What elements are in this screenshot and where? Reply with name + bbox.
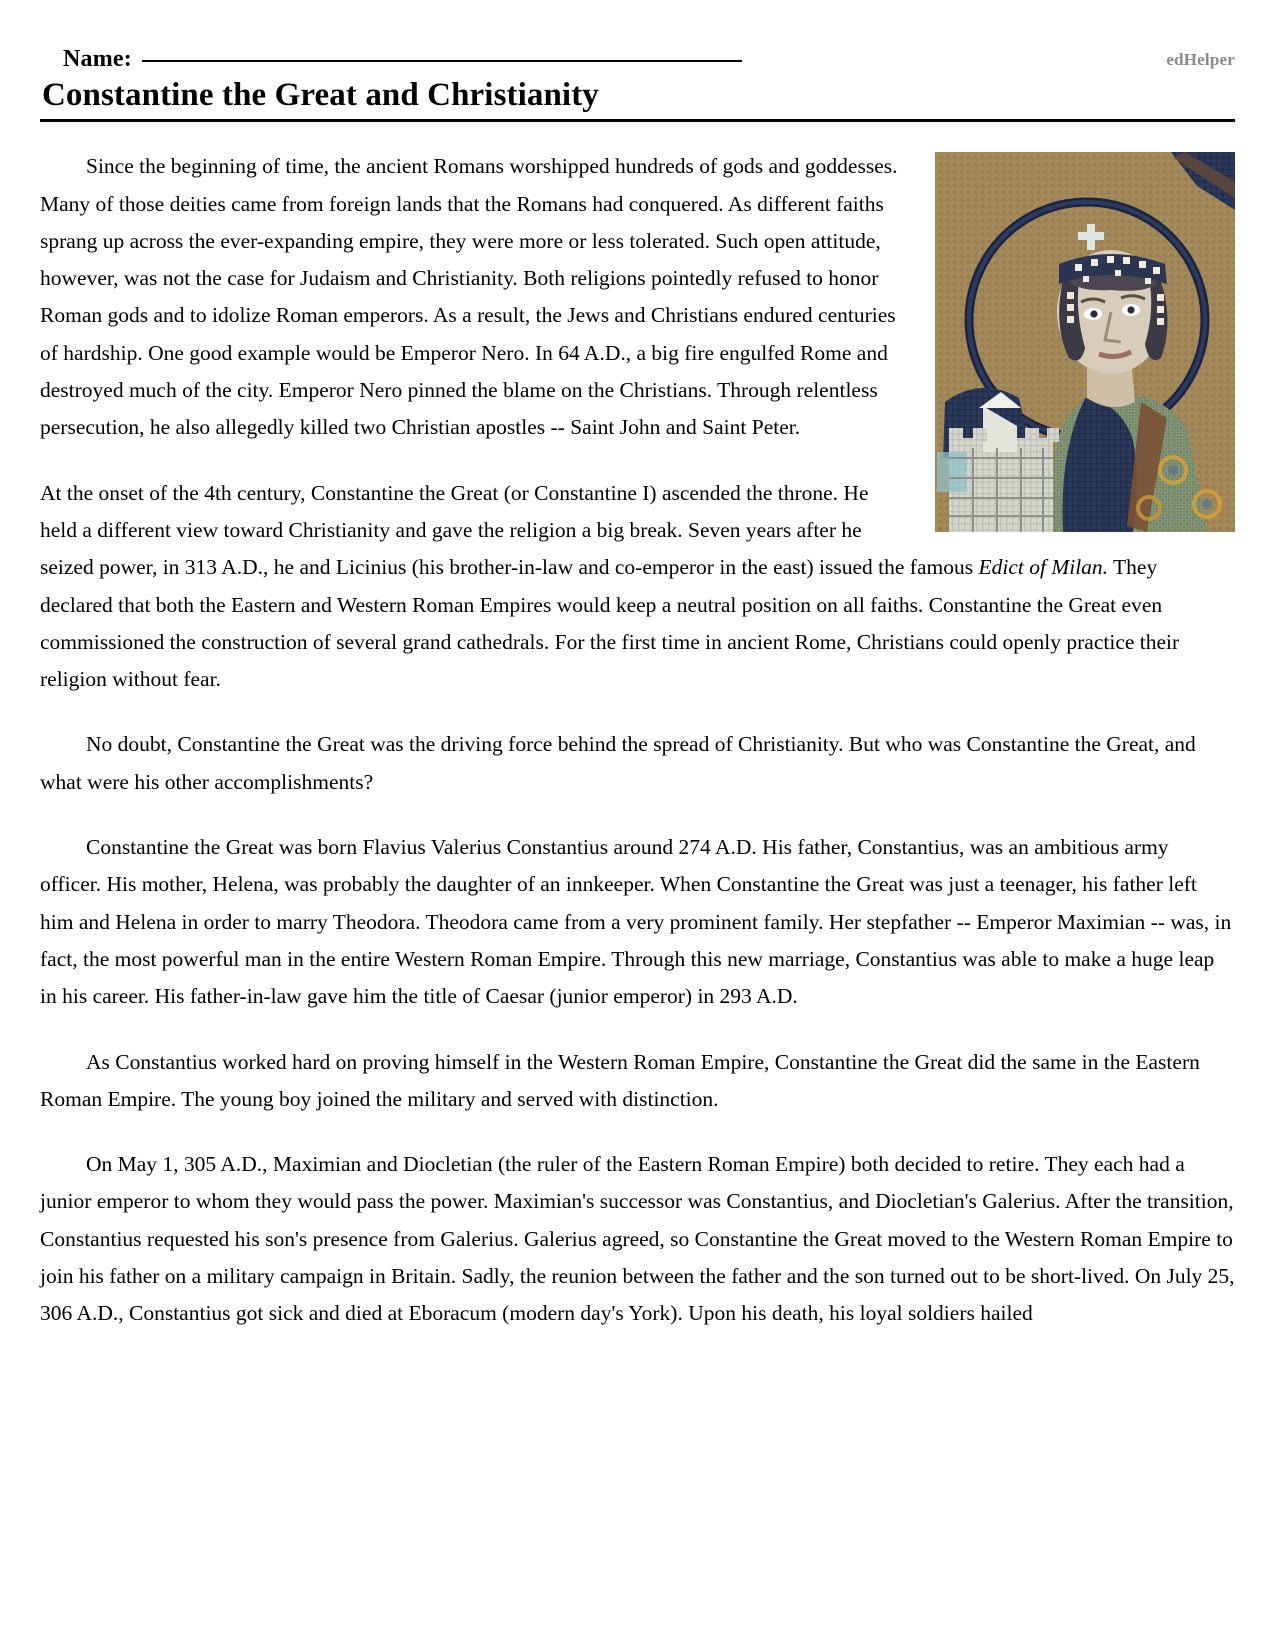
paragraph-4: Constantine the Great was born Flavius Valerius Constantius around 274 A.D. His father, Constantius, was an ambitious army officer. His mother, Helena, was probably the daughter of an innkeeper. When Constantine the Great was just a teenager, his father left him and Helena in order to marry Theodora. Theodora came from a very prominent family. Her stepfather -- Emperor Maximian -- was, in fact, the most powerful man in the entire Western Roman Empire. Through this new marriage, Constantius was able to make a huge leap in his career. His father-in-law gave him the title of Caesar (junior emperor) in 293 A.D. <box>40 835 1232 1009</box>
name-label: Name: <box>63 46 132 72</box>
name-field-row <box>40 46 1235 73</box>
paragraph-2-tail: They declared that both the Eastern and Western Roman Empires would keep a neutral position on all faiths. Constantine the Great even commissioned the construction of several grand cathedrals. For the first time in ancient Rome, Christians could openly practice their religion without fear. <box>40 555 1180 692</box>
paragraph-2-lead: At the onset of the 4th century, Constantine the Great (or Constantine I) ascended the throne. He held a different view toward Christianity and gave the religion a big break. Seven years after he seized power, in 313 A.D., he and Licinius (his brother-in-law and co-emperor in the east) issued the famous <box>40 480 979 580</box>
edict-of-milan-title: Edict of Milan. <box>978 555 1109 580</box>
page-title: Constantine the Great and Christianity <box>42 77 599 113</box>
paragraph-3: No doubt, Constantine the Great was the driving force behind the spread of Christianity. But who was Constantine the Great, and what were his other accomplishments? <box>40 732 1196 794</box>
title-divider <box>40 119 1235 122</box>
name-input-line[interactable] <box>142 59 742 62</box>
paragraph-1: Since the beginning of time, the ancient Romans worshipped hundreds of gods and goddesses. Many of those deities came from foreign lands that the Romans had conquered. As different faiths sprang up across the ever-expanding empire, they were more or less tolerated. Such open attitude, however, was not the case for Judaism and Christianity. Both religions pointedly refused to honor Roman gods and to idolize Roman emperors. As a result, the Jews and Christians endured centuries of hardship. One good example would be Emperor Nero. In 64 A.D., a big fire engulfed Rome and destroyed much of the city. Emperor Nero pinned the blame on the Christians. Through relentless persecution, he also allegedly killed two Christian apostles -- Saint John and Saint Peter. <box>40 154 898 440</box>
paragraph-5: As Constantius worked hard on proving himself in the Western Roman Empire, Constantine the Great did the same in the Eastern Roman Empire. The young boy joined the military and served with distinction. <box>40 1049 1200 1111</box>
page-header <box>40 0 1235 122</box>
edhelper-logo: edHelper <box>1166 50 1235 69</box>
article-body <box>40 148 1235 1332</box>
constantine-mosaic-image <box>935 152 1235 532</box>
paragraph-6: On May 1, 305 A.D., Maximian and Diocletian (the ruler of the Eastern Roman Empire) both decided to retire. They each had a junior emperor to whom they would pass the power. Maximian's successor was Constantius, and Diocletian's Galerius. After the transition, Constantius requested his son's presence from Galerius. Galerius agreed, so Constantine the Great moved to the Western Roman Empire to join his father on a military campaign in Britain. Sadly, the reunion between the father and the son turned out to be short-lived. On July 25, 306 A.D., Constantius got sick and died at Eboracum (modern day's York). Upon his death, his loyal soldiers hailed <box>40 1152 1235 1326</box>
mosaic-illustration <box>935 152 1235 532</box>
